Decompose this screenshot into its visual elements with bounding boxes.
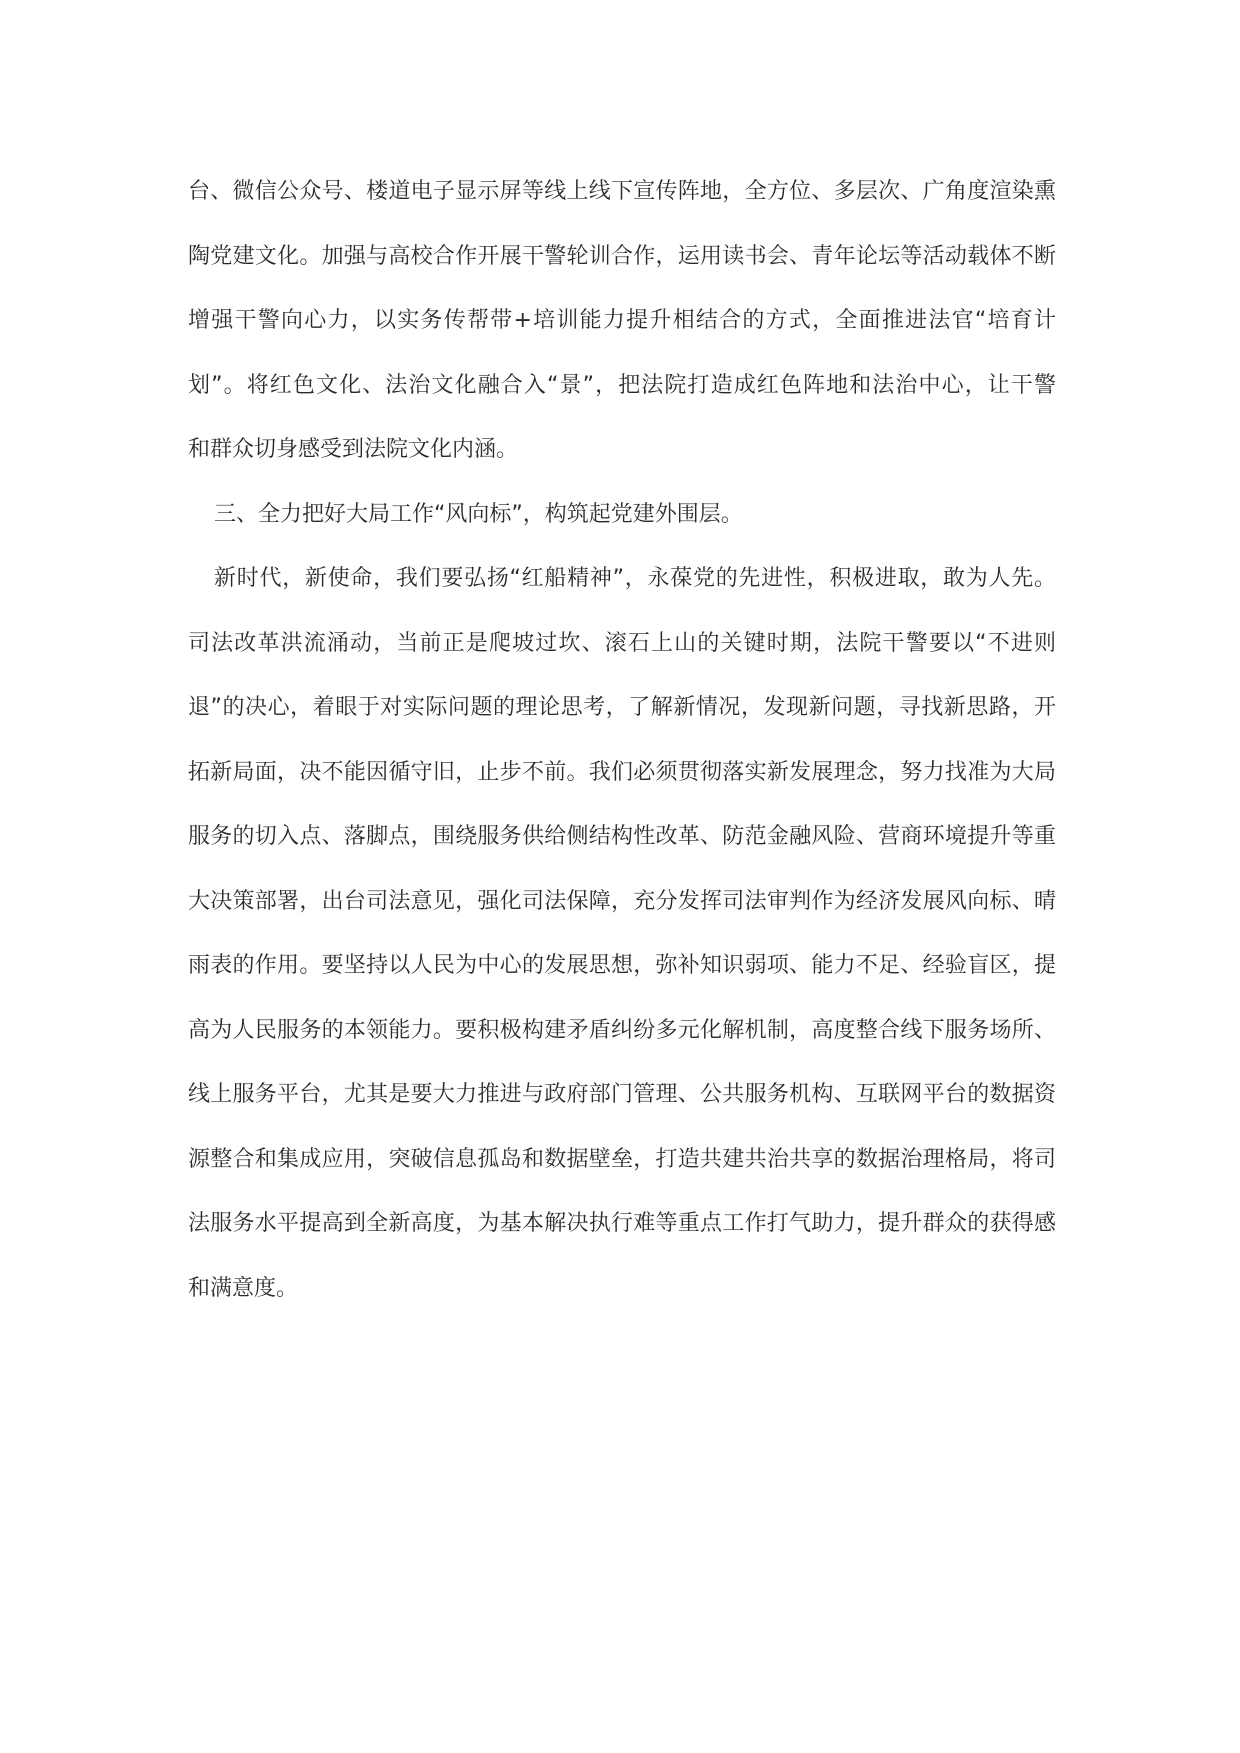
text-line: 司法改革洪流涌动，当前正是爬坡过坎、滚石上山的关键时期，法院干警要以“不进则 [188,630,1056,656]
text-line: 和满意度。 [188,1275,299,1301]
text-line: 法服务水平提高到全新高度，为基本解决执行难等重点工作打气助力，提升群众的获得感 [188,1211,1056,1236]
document-body [188,160,1056,1321]
text-line: 高为人民服务的本领能力。要积极构建矛盾纠纷多元化解机制，高度整合线下服务场所、 [188,1017,1056,1043]
text-line: 退”的决心，着眼于对实际问题的理论思考，了解新情况，发现新问题，寻找新思路，开 [188,695,1056,720]
text-line: 增强干警向心力，以实务传帮带+培训能力提升相结合的方式，全面推进法官“培育计 [188,308,1056,333]
text-line: 服务的切入点、落脚点，围绕服务供给侧结构性改革、防范金融风险、营商环境提升等重 [188,824,1056,849]
text-line: 雨表的作用。要坚持以人民为中心的发展思想，弥补知识弱项、能力不足、经验盲区，提 [188,953,1056,978]
text-line: 大决策部署，出台司法意见，强化司法保障，充分发挥司法审判作为经济发展风向标、晴 [188,888,1056,914]
text-line: 新时代，新使命，我们要弘扬“红船精神”，永葆党的先进性，积极进取，敢为人先。 [214,566,1056,591]
paragraph-new-era [188,547,1056,1321]
text-line: 线上服务平台，尤其是要大力推进与政府部门管理、公共服务机构、互联网平台的数据资 [188,1082,1056,1107]
text-line: 台、微信公众号、楼道电子显示屏等线上线下宣传阵地，全方位、多层次、广角度渲染熏 [188,179,1056,204]
text-line: 源整合和集成应用，突破信息孤岛和数据壁垒，打造共建共治共享的数据治理格局，将司 [188,1146,1056,1172]
text-line: 拓新局面，决不能因循守旧，止步不前。我们必须贯彻落实新发展理念，努力找准为大局 [188,759,1056,785]
text-line: 陶党建文化。加强与高校合作开展干警轮训合作，运用读书会、青年论坛等活动载体不断 [188,243,1056,269]
text-line: 和群众切身感受到法院文化内涵。 [188,437,519,462]
text-line: 划”。将红色文化、法治文化融合入“景”，把法院打造成红色阵地和法治中心，让干警 [188,372,1056,398]
paragraph-party-culture [188,160,1056,483]
section-heading-3: 三、全力把好大局工作“风向标”，构筑起党建外围层。 [214,501,743,527]
